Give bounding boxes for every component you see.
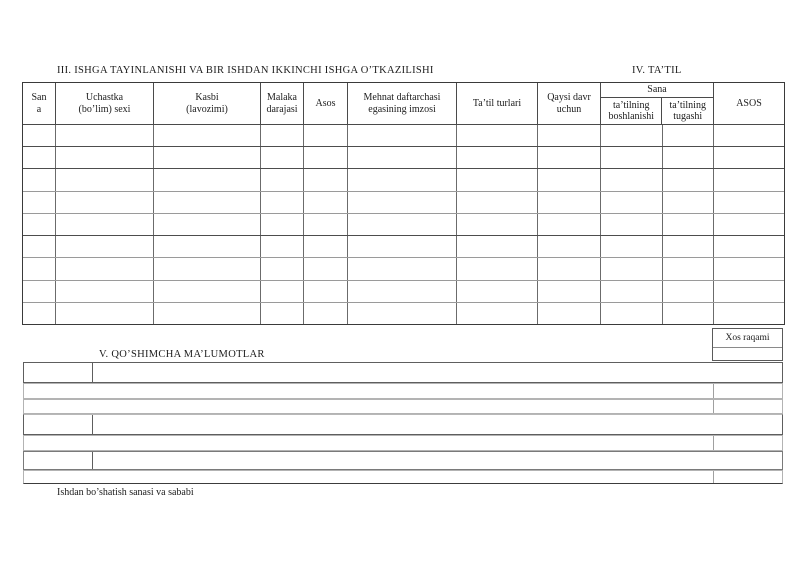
header-label-line: Mehnat daftarchasi: [363, 91, 441, 103]
table-cell: [601, 125, 663, 146]
table-cell: [348, 303, 457, 324]
table-row: [23, 169, 784, 191]
table-cell: [261, 169, 304, 190]
header-label-line: Uchastka: [85, 91, 124, 103]
header-cell-kasbi: [154, 83, 261, 124]
table-cell: [348, 236, 457, 257]
table-cell: [154, 192, 261, 213]
table-cell: [56, 125, 154, 146]
table-cell: [56, 192, 154, 213]
table-cell: [714, 192, 784, 213]
table-cell: [261, 303, 304, 324]
table-cell: [714, 281, 784, 302]
table-cell: [261, 258, 304, 279]
table-cell: [457, 303, 538, 324]
table-cell: [601, 258, 663, 279]
table-cell: [154, 236, 261, 257]
table-cell: [714, 147, 784, 168]
table-cell: [601, 169, 663, 190]
table-cell: [538, 258, 601, 279]
header-group-sana: [601, 83, 714, 124]
header-label-line: ASOS: [736, 97, 762, 109]
table-cell: [601, 236, 663, 257]
table-cell: [56, 258, 154, 279]
table-cell: [154, 147, 261, 168]
table-row: [23, 147, 784, 169]
table-cell: [154, 281, 261, 302]
header-label-line: ta’tilning: [669, 99, 706, 111]
table-cell: [714, 303, 784, 324]
additional-info-box-1-label-cell: [24, 363, 93, 382]
table-row: [23, 214, 784, 236]
additional-info-box-2-label-cell: [24, 415, 93, 434]
table-cell: [538, 125, 601, 146]
header-cell-asos-2: [714, 83, 784, 124]
table-cell: [304, 258, 348, 279]
table-row: [23, 303, 784, 324]
table-cell: [154, 214, 261, 235]
additional-info-line-3-main-cell: [24, 436, 714, 450]
table-cell: [457, 169, 538, 190]
table-cell: [154, 303, 261, 324]
table-cell: [304, 236, 348, 257]
table-cell: [601, 214, 663, 235]
table-row: [23, 236, 784, 258]
table-cell: [348, 192, 457, 213]
table-cell: [304, 214, 348, 235]
table-cell: [457, 147, 538, 168]
additional-info-box-3-label-cell: [24, 452, 93, 469]
table-cell: [663, 214, 714, 235]
section5-title: V. QO’SHIMCHA MA’LUMOTLAR: [99, 349, 265, 360]
table-cell: [154, 169, 261, 190]
table-cell: [663, 236, 714, 257]
header-cell-tatil-boshlanishi: [601, 98, 662, 124]
table-cell: [23, 236, 56, 257]
section4-title: IV. TA’TIL: [632, 65, 682, 76]
additional-info-box-row-2: [23, 414, 783, 435]
table-cell: [457, 258, 538, 279]
header-label-line: ta’tilning: [612, 99, 650, 111]
header-label-line: Kasbi: [195, 91, 219, 103]
table-cell: [56, 236, 154, 257]
ishdan-boshatish-label: Ishdan bo’shatish sanasi va sababi: [57, 487, 194, 498]
table-cell: [714, 214, 784, 235]
table-cell: [56, 281, 154, 302]
table-cell: [23, 169, 56, 190]
table-cell: [601, 281, 663, 302]
additional-info-line-3: [23, 435, 783, 451]
table-cell: [304, 125, 348, 146]
table-cell: [304, 192, 348, 213]
additional-info-line-1: [23, 383, 783, 399]
additional-info-box-row-3: [23, 451, 783, 470]
table-cell: [56, 147, 154, 168]
table-cell: [23, 147, 56, 168]
table-cell: [154, 125, 261, 146]
additional-info-line-4-main-cell: [24, 471, 714, 483]
table-cell: [56, 169, 154, 190]
table-cell: [663, 281, 714, 302]
table-cell: [261, 125, 304, 146]
table-cell: [23, 258, 56, 279]
table-row: [23, 281, 784, 303]
xos-raqami-value-cell: [713, 348, 782, 360]
table-cell: [457, 192, 538, 213]
header-cell-malaka: [261, 83, 304, 124]
header-label-line: egasining imzosi: [368, 103, 436, 115]
table-cell: [23, 214, 56, 235]
table-cell: [261, 147, 304, 168]
table-cell: [663, 169, 714, 190]
header-label-line: Qaysi davr: [547, 91, 591, 103]
table-body: [23, 125, 784, 324]
table-cell: [663, 125, 714, 146]
table-cell: [538, 281, 601, 302]
additional-info-box-row-1: [23, 362, 783, 383]
header-cell-tatil-tugashi: [662, 98, 713, 124]
additional-info-line-4: [23, 470, 783, 484]
table-cell: [457, 214, 538, 235]
section3-title: III. ISHGA TAYINLANISHI VA BIR ISHDAN IKKINCHI ISHGA O’TKAZILISHI: [57, 65, 434, 76]
table-cell: [457, 281, 538, 302]
table-cell: [457, 125, 538, 146]
table-cell: [663, 147, 714, 168]
table-cell: [304, 281, 348, 302]
table-cell: [23, 303, 56, 324]
header-label-line: Asos: [315, 97, 336, 109]
header-cell-qaysi-davr: [538, 83, 601, 124]
table-cell: [538, 169, 601, 190]
table-cell: [538, 192, 601, 213]
table-cell: [23, 125, 56, 146]
table-cell: [601, 303, 663, 324]
xos-raqami-label: Xos raqami: [713, 329, 782, 348]
header-label-line: boshlanishi: [608, 111, 654, 122]
table-cell: [538, 147, 601, 168]
table-cell: [304, 169, 348, 190]
table-cell: [714, 169, 784, 190]
table-row: [23, 125, 784, 147]
table-cell: [304, 147, 348, 168]
table-cell: [348, 214, 457, 235]
header-label-line: (lavozimi): [186, 103, 228, 115]
table-row: [23, 192, 784, 214]
table-cell: [261, 281, 304, 302]
table-cell: [348, 147, 457, 168]
header-label-line: (bo’lim) sexi: [78, 103, 131, 115]
table-cell: [261, 236, 304, 257]
table-cell: [154, 258, 261, 279]
table-cell: [601, 192, 663, 213]
table-cell: [714, 125, 784, 146]
header-label-line: a: [36, 103, 42, 115]
employment-table: [22, 82, 785, 325]
table-cell: [538, 236, 601, 257]
additional-info-line-2-main-cell: [24, 400, 714, 413]
table-cell: [663, 258, 714, 279]
table-cell: [538, 214, 601, 235]
header-label-line: darajasi: [266, 103, 298, 115]
header-label-line: Ta’til turlari: [472, 97, 522, 109]
table-cell: [538, 303, 601, 324]
table-cell: [348, 125, 457, 146]
header-cell-imzo: [348, 83, 457, 124]
table-cell: [348, 258, 457, 279]
table-cell: [714, 236, 784, 257]
header-cell-tatil-turlari: [457, 83, 538, 124]
header-label-line: tugashi: [673, 111, 703, 122]
header-label-line: San: [31, 91, 47, 103]
table-cell: [663, 303, 714, 324]
additional-info-line-2: [23, 399, 783, 414]
table-row: [23, 258, 784, 280]
table-cell: [56, 303, 154, 324]
table-cell: [348, 281, 457, 302]
header-cell-uchastka: [56, 83, 154, 124]
header-cell-asos: [304, 83, 348, 124]
table-cell: [663, 192, 714, 213]
table-cell: [261, 192, 304, 213]
table-cell: [348, 169, 457, 190]
table-cell: [457, 236, 538, 257]
header-cell-sana: [23, 83, 56, 124]
header-label-line: Malaka: [267, 91, 297, 103]
additional-info-line-1-main-cell: [24, 384, 714, 398]
header-group-sana-label: Sana: [601, 83, 713, 98]
table-cell: [304, 303, 348, 324]
header-label-line: uchun: [556, 103, 582, 115]
table-cell: [56, 214, 154, 235]
table-cell: [261, 214, 304, 235]
table-cell: [714, 258, 784, 279]
table-header-row: [23, 83, 784, 125]
xos-raqami-box: [712, 328, 783, 361]
table-cell: [23, 192, 56, 213]
table-cell: [23, 281, 56, 302]
table-cell: [601, 147, 663, 168]
